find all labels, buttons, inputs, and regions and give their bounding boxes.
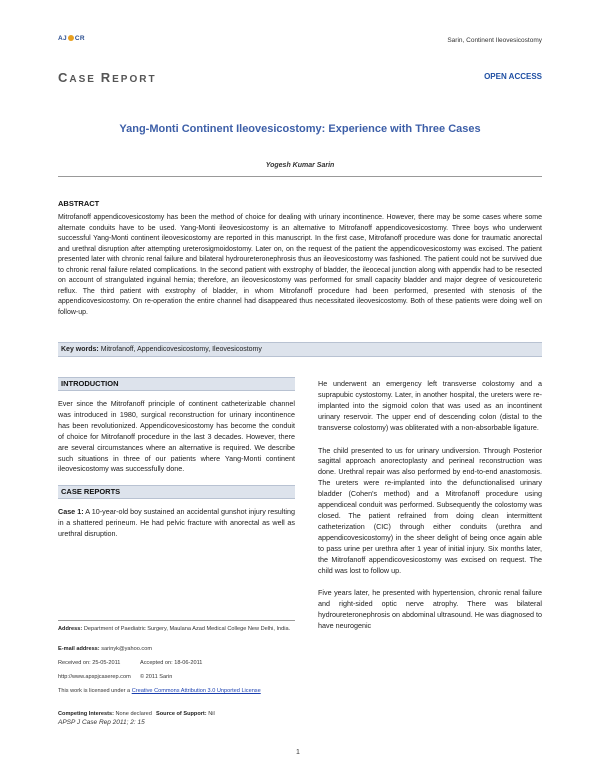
address-divider — [58, 620, 295, 621]
keywords-bar — [58, 342, 542, 357]
open-access-label: OPEN ACCESS — [484, 72, 542, 81]
logo-dot-icon — [68, 35, 74, 41]
url-line: http://www.apspjcaserep.com © 2011 Sarin — [58, 674, 173, 680]
article-author: Yogesh Kumar Sarin — [265, 162, 335, 169]
introduction-text: Ever since the Mitrofanoff principle of continent catheterizable channel was introduced in 1980, surgical reconstruction for urinary incontinence has been revolutionized. Appendicovesicostomy has become the conduit of choice for Mitrofanoff procedure in the last 3 decades. However, there are several circumstances where an alternative is required. We describe such situations in three of our patients where Yang-Monti continent ileovesicostomy was successfully done. — [58, 399, 295, 474]
right-para-2: The child presented to us for urinary undiversion. Through Posterior sagittal approach anorectoplasty and perineal reconstruction was done. Urethral repair was also performed by end-to-end anastomosis. The ureters were re-implanted into the defunctionalised urinary bladder (Cohen's method) and a Mitrofanoff procedure using appendiceal conduit was performed. Subsequently the colostomy was closed. The patient refrained from doing clean intermittent catheterization (CIC) through either conduits (urethra and appendicovesicostomy) in the sheer delight of being once again able to pass urine per urethra after 1 year of initial injury. Six months later, the Mitrofanoff appendicovesicostomy was excised on request. The child was lost to follow up. — [318, 445, 542, 575]
divider — [58, 176, 542, 177]
right-column — [318, 379, 542, 632]
right-para-1: He underwent an emergency left transverse colostomy and a suprapubic cystostomy. Later, in another hospital, the ureters were re-implanted into the sigmoid colon that was used as an incontinent urinary reservoir. The upper end of descending colon (distal to the transverse colostomy) was obliterated with a non-absorbable ligature. — [318, 379, 542, 432]
left-column — [58, 377, 295, 540]
dates-line: Received on: 25-05-2011 Accepted on: 18-06-2011 — [58, 660, 203, 666]
page-number: 1 — [296, 749, 300, 756]
keywords-value: Mitrofanoff, Appendicovesicostomy, Ileovesicostomy — [100, 346, 262, 353]
license-line: This work is licensed under a Creative Commons Attribution 3.0 Unported License — [58, 688, 261, 694]
right-para-3: Five years later, he presented with hypertension, chronic renal failure and right-sided optic nerve atrophy. There was bilateral hydroureteronephrosis on abdominal ultrasound. He was diagnosed to have neurogenic — [318, 588, 542, 631]
introduction-heading: INTRODUCTION — [58, 377, 295, 391]
license-link[interactable]: Creative Commons Attribution 3.0 Unported License — [131, 688, 261, 694]
address-block: Address: Department of Paediatric Surgery, Maulana Azad Medical College New Delhi, India. — [58, 626, 291, 632]
email-line: E-mail address: sarinyk@yahoo.com — [58, 646, 152, 652]
keywords-label: Key words: — [61, 346, 99, 353]
case1-text: Case 1: A 10-year-old boy sustained an accidental gunshot injury resulting in a shattered perineum. He had pelvic fracture with anorectal as well as urethral disruption. — [58, 507, 295, 539]
citation: APSP J Case Rep 2011; 2: 15 — [58, 719, 145, 726]
competing-line: Competing Interests: None declared Source of Support: Nil — [58, 711, 215, 717]
running-head: Sarin, Continent Ileovesicostomy — [447, 37, 542, 44]
case-reports-heading: CASE REPORTS — [58, 485, 295, 499]
case-report-label: CASE REPORT — [58, 70, 157, 85]
journal-logo: AJ CR — [58, 35, 85, 42]
abstract-text: Mitrofanoff appendicovesicostomy has been the method of choice for dealing with urinary incontinence. However, there may be some cases where some alternate conduits have to be used. Yang-Monti ileovesicostomy is an alternative to Mitrofanoff appendicovesicostomy. Three boys who underwent successful Yang-Monti continent ileovesicostomy are reported in this manuscript. In the first case, Mitrofanoff procedure was done for traumatic anorectal and urethral disruption after attempting ureterosigmoidostomy. Later on, on the request of the patient the appendicovesicostomy was excised. The patient presented later with chronic renal failure and bilateral hydroureteronephrosis thus an ileovesicostomy was fashioned. The patient could not be survived due to chronic renal failure related complications. In the second patient with exstrophy of bladder, the ileocecal junction along with appendix had to be resected on account of strangulated inguinal hernia; therefore, an ileovesicostomy was performed for small capacity bladder and major degree of vesicoureteric reflux. The third patient with exstrophy of bladder, in whom Mitrofanoff procedure had been performed, presented with stenosis of the appendicovesicostomy. On re-operation the entire channel had disappeared thus necessitated ileovesicostomy. Both of these patients were doing well on follow-up. — [58, 214, 542, 316]
article-title: Yang-Monti Continent Ileovesicostomy: Experience with Three Cases — [119, 123, 481, 135]
abstract-heading: ABSTRACT — [58, 199, 100, 208]
